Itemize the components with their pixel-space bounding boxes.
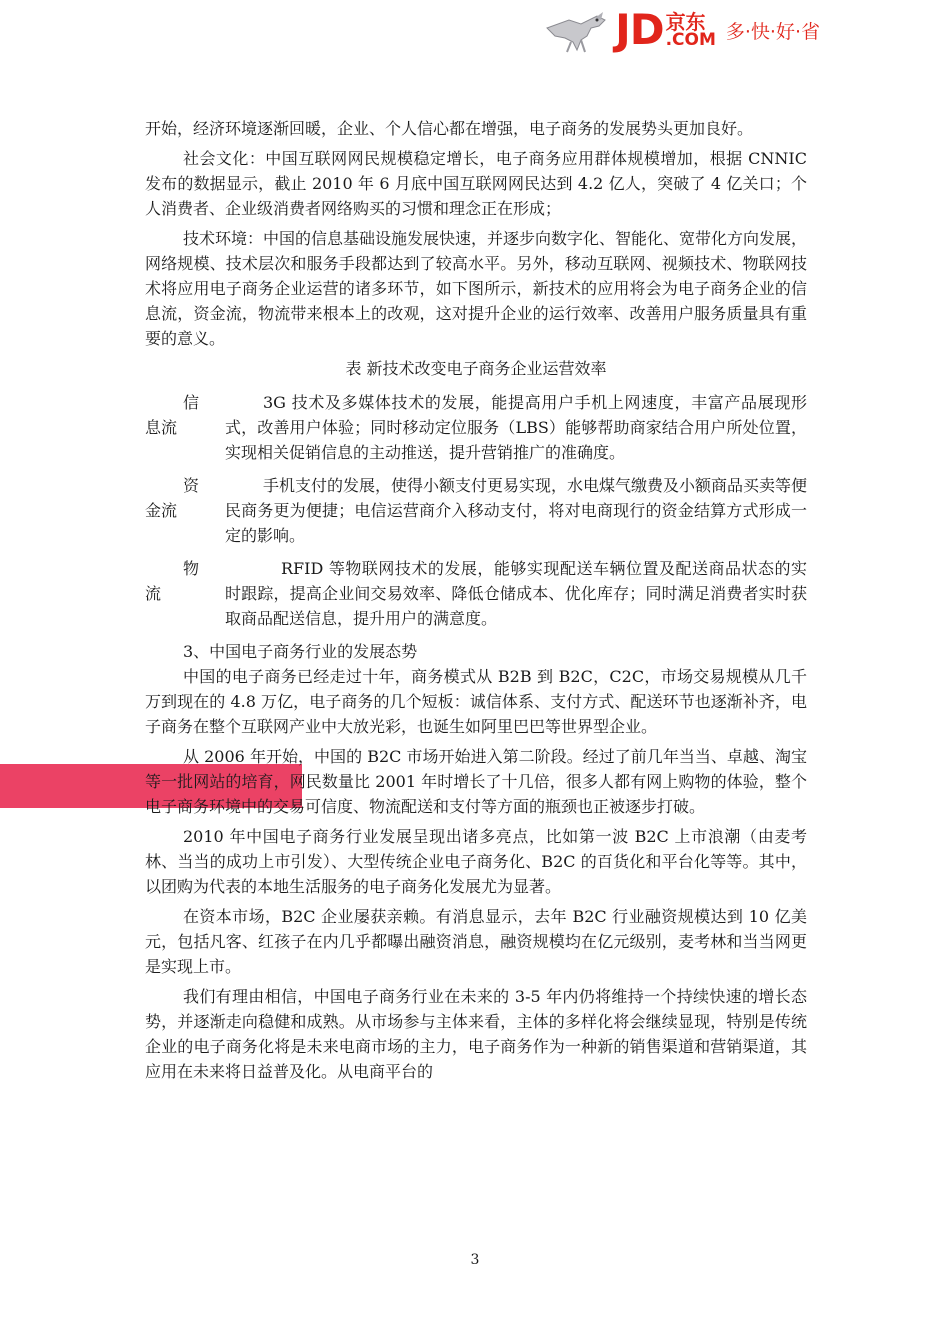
table-row-text: 手机支付的发展，使得小额支付更易实现，水电煤气缴费及小额商品买卖等便民商务更为便捷；电信运营商介入移动支付，将对电商现行的资金结算方式形成一定的影响。 — [225, 476, 808, 545]
table-row-capital-flow — [145, 473, 807, 548]
jd-dog-mascot-icon — [541, 6, 611, 54]
paragraph-tech-environment: 技术环境：中国的信息基础设施发展快速，并逐步向数字化、智能化、宽带化方向发展，网络规模、技术层次和服务手段都达到了较高水平。另外，移动互联网、视频技术、物联网技术将应用电子商务企业运营的诸多环节，如下图所示，新技术的应用将会为电子商务企业的信息流，资金流，物流带来根本上的改观，这对提升企业的运行效率、改善用户服务质量具有重要的意义。 — [145, 229, 808, 348]
document-body — [145, 116, 807, 1089]
table-row-label: 物 流 — [145, 559, 200, 603]
brand-jd: JD — [615, 5, 664, 54]
paragraph: 从 2006 年开始，中国的 B2C 市场开始进入第二阶段。经过了前几年当当、卓越、淘宝等一批网站的培育，网民数量比 2001 年时增长了十几倍，很多人都有网上购物的体验，整个电子商务环境中的交易可信度、物流配送和支付等方面的瓶颈也正被逐步打破。 — [145, 747, 807, 816]
table-row-text: RFID 等物联网技术的发展，能够实现配送车辆位置及配送商品状态的实时跟踪，提高企业间交易效率、降低仓储成本、优化库存；同时满足消费者实时获取商品配送信息，提升用户的满意度。 — [225, 559, 807, 628]
page-number: 3 — [470, 1252, 480, 1268]
paragraph-social-culture: 社会文化：中国互联网网民规模稳定增长，电子商务应用群体规模增加，根据 CNNIC 发布的数据显示，截止 2010 年 6 月底中国互联网网民达到 4.2 亿人，突破了 4 亿关口；个人消费者、企业级消费者网络购买的习惯和理念正在形成； — [145, 149, 807, 218]
table-row-label: 资 金流 — [145, 476, 200, 520]
section-heading: 3、中国电子商务行业的发展态势 — [183, 642, 418, 661]
table-title: 表 新技术改变电子商务企业运营效率 — [345, 359, 607, 378]
paragraph: 在资本市场，B2C 企业屡获亲赖。有消息显示，去年 B2C 行业融资规模达到 10 亿美元，包括凡客、红孩子在内几乎都曝出融资消息，融资规模均在亿元级别，麦考林和当当网更是实现上市。 — [145, 907, 807, 976]
paragraph: 2010 年中国电子商务行业发展呈现出诸多亮点，比如第一波 B2C 上市浪潮（由麦考林、当当的成功上市引发）、大型传统企业电子商务化、B2C 的百货化和平台化等等。其中，以团购为代表的本地生活服务的电子商务化发展尤为显著。 — [145, 827, 807, 896]
paragraph: 我们有理由相信，中国电子商务行业在未来的 3-5 年内仍将维持一个持续快速的增长态势，并逐渐走向稳健和成熟。从市场参与主体来看，主体的多样化将会继续显现，特别是传统企业的电子商务化将是未来电商市场的主力，电子商务作为一种新的销售渠道和营销渠道，其应用在未来将日益普及化。从电商平台的 — [145, 987, 807, 1081]
table-row-text: 3G 技术及多媒体技术的发展，能提高用户手机上网速度，丰富产品展现形式，改善用户体验；同时移动定位服务（LBS）能够帮助商家结合用户所处位置，实现相关促销信息的主动推送，提升营销推广的准确度。 — [225, 393, 807, 462]
brand-cn: 京东 — [665, 9, 706, 34]
table-row-information-flow — [145, 390, 807, 465]
table-row-logistics — [145, 556, 807, 631]
jd-logo — [541, 0, 820, 60]
brand-domain: .COM — [665, 29, 716, 50]
brand-slogan: 多·快·好·省 — [725, 20, 820, 43]
paragraph: 开始，经济环境逐渐回暖，企业、个人信心都在增强，电子商务的发展势头更加良好。 — [145, 119, 754, 138]
paragraph: 中国的电子商务已经走过十年，商务模式从 B2B 到 B2C，C2C，市场交易规模从几千万到现在的 4.8 万亿，电子商务的几个短板：诚信体系、支付方式、配送环节也逐渐补齐，电子商务在整个互联网产业中大放光彩，也诞生如阿里巴巴等世界型企业。 — [145, 667, 807, 736]
table-row-label: 信 息流 — [145, 393, 200, 437]
